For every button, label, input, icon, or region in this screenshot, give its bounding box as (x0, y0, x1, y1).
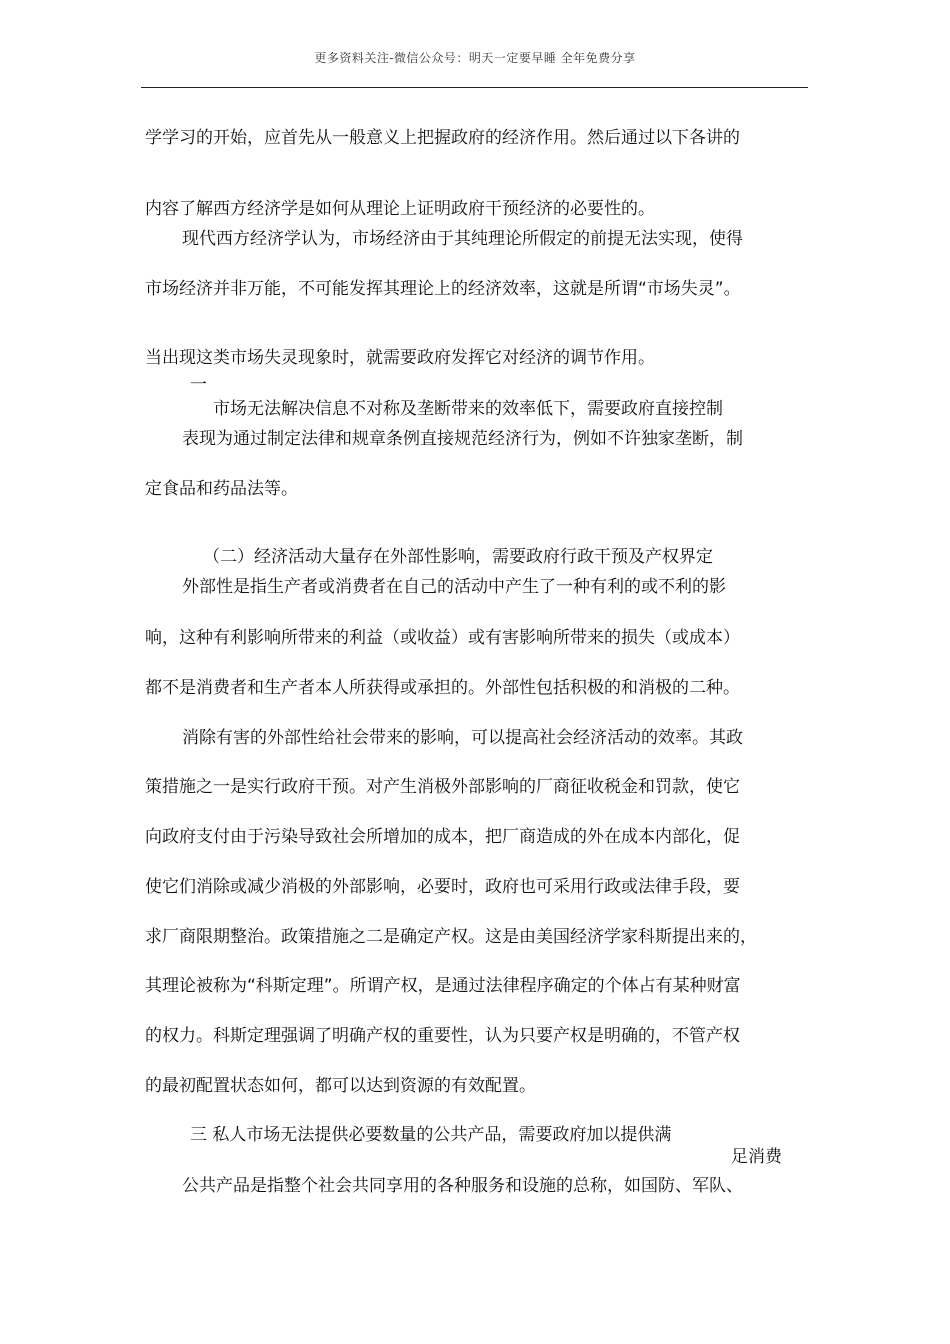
body-line: 的最初配置状态如何，都可以达到资源的有效配置。 (145, 1076, 536, 1096)
body-line: 策措施之一是实行政府干预。对产生消极外部影响的厂商征收税金和罚款，使它 (145, 777, 740, 797)
body-line: 表现为通过制定法律和规章条例直接规范经济行为，例如不许独家垄断，制 (182, 429, 743, 449)
section-heading: 市场无法解决信息不对称及垄断带来的效率低下，需要政府直接控制 (213, 399, 723, 419)
body-line: 当出现这类市场失灵现象时，就需要政府发挥它对经济的调节作用。 (145, 348, 655, 368)
header-divider (141, 87, 808, 88)
section-heading-continued: 足消费 (731, 1147, 782, 1167)
section-heading: （二）经济活动大量存在外部性影响，需要政府行政干预及产权界定 (203, 547, 713, 567)
body-line: 响，这种有利影响所带来的利益（或收益）或有害影响所带来的损失（或成本） (145, 628, 740, 648)
body-line: 现代西方经济学认为，市场经济由于其纯理论所假定的前提无法实现，使得 (182, 229, 743, 249)
body-line: 学学习的开始，应首先从一般意义上把握政府的经济作用。然后通过以下各讲的 (145, 128, 740, 148)
body-line: 都不是消费者和生产者本人所获得或承担的。外部性包括积极的和消极的二种。 (145, 678, 740, 698)
body-line: 使它们消除或减少消极的外部影响，必要时，政府也可采用行政或法律手段，要 (145, 877, 740, 897)
body-line: 向政府支付由于污染导致社会所增加的成本，把厂商造成的外在成本内部化，促 (145, 827, 740, 847)
page-header-text: 更多资料关注-微信公众号：明天一定要早睡 全年免费分享 (314, 51, 636, 65)
body-line: 公共产品是指整个社会共同享用的各种服务和设施的总称，如国防、军队、 (182, 1176, 743, 1196)
body-line: 外部性是指生产者或消费者在自己的活动中产生了一种有利的或不利的影 (182, 577, 726, 597)
body-line: 市场经济并非万能，不可能发挥其理论上的经济效率，这就是所谓“市场失灵”。 (145, 279, 741, 299)
body-line: 内容了解西方经济学是如何从理论上证明政府干预经济的必要性的。 (145, 199, 655, 219)
body-line: 定食品和药品法等。 (145, 479, 298, 499)
body-line: 消除有害的外部性给社会带来的影响，可以提高社会经济活动的效率。其政 (182, 728, 743, 748)
body-line: 求厂商限期整治。政策措施之二是确定产权。这是由美国经济学家科斯提出来的， (145, 927, 757, 947)
section-numeral: 一 (190, 375, 207, 395)
body-line: 其理论被称为“科斯定理”。所谓产权，是通过法律程序确定的个体占有某种财富 (145, 976, 741, 996)
section-heading: 三 私人市场无法提供必要数量的公共产品，需要政府加以提供满 (190, 1125, 672, 1145)
body-line: 的权力。科斯定理强调了明确产权的重要性，认为只要产权是明确的，不管产权 (145, 1026, 740, 1046)
